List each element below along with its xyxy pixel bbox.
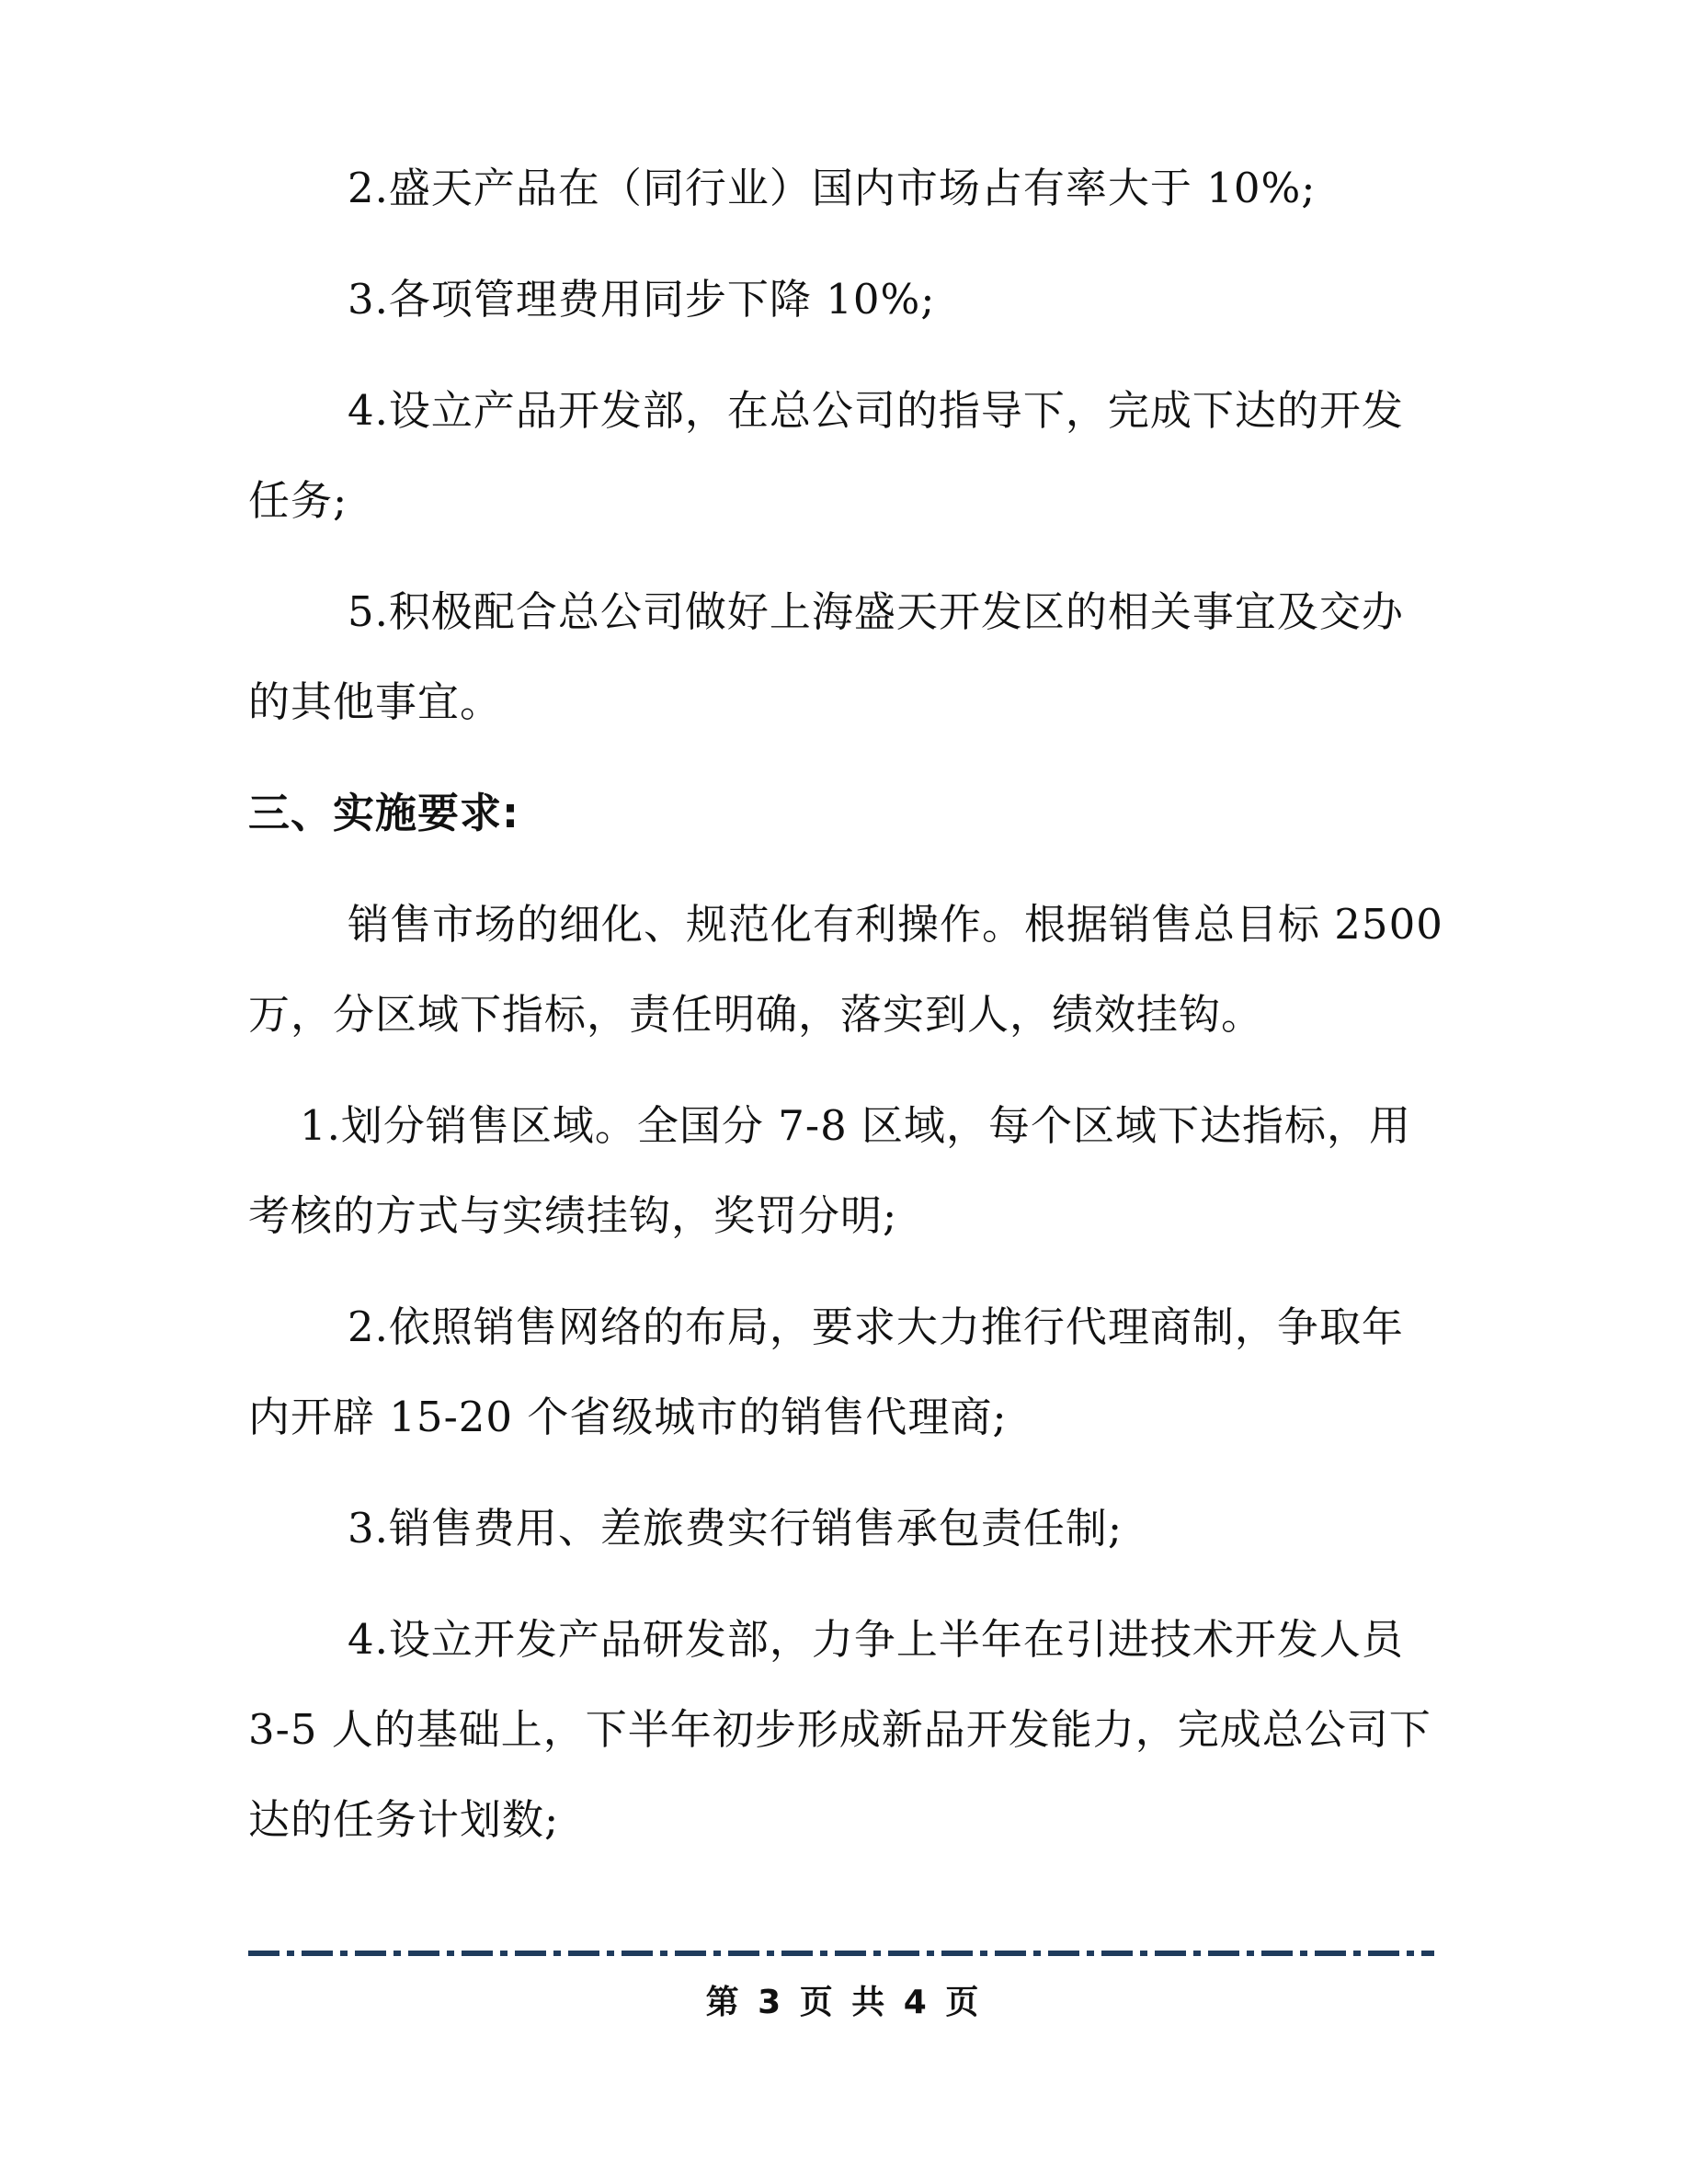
paragraph-req-4: 4.设立开发产品研发部，力争上半年在引进技术开发人员 3-5 人的基础上，下半年初步形成新品开发能力，完成总公司下达的任务计划数; — [248, 1615, 1431, 1844]
page-number: 第 3 页 共 4 页 — [705, 1984, 983, 2021]
paragraph-req-2: 2.依照销售网络的布局，要求大力推行代理商制，争取年内开辟 15-20 个省级城市的销售代理商; — [248, 1302, 1404, 1441]
paragraph-item-2: 2.盛天产品在（同行业）国内市场占有率大于 10%; — [348, 164, 1317, 212]
paragraph-item-3: 3.各项管理费用同步下降 10%; — [348, 275, 936, 324]
paragraph-item-4: 4.设立产品开发部，在总公司的指导下，完成下达的开发任务; — [248, 386, 1404, 525]
paragraph-item-5: 5.积极配合总公司做好上海盛天开发区的相关事宜及交办的其他事宜。 — [248, 587, 1404, 726]
footer-divider — [248, 1951, 1434, 1956]
paragraph-req-1: 1.划分销售区域。全国分 7-8 区域，每个区域下达指标，用考核的方式与实绩挂钩，奖罚分明; — [248, 1101, 1412, 1240]
paragraph-intro: 销售市场的细化、规范化有利操作。根据销售总目标 2500 万，分区域下指标，责任明确，落实到人，绩效挂钩。 — [248, 900, 1443, 1039]
paragraph-req-3: 3.销售费用、差旅费实行销售承包责任制; — [348, 1504, 1123, 1553]
section-heading: 三、实施要求: — [248, 789, 519, 837]
body-text — [248, 143, 1443, 1865]
